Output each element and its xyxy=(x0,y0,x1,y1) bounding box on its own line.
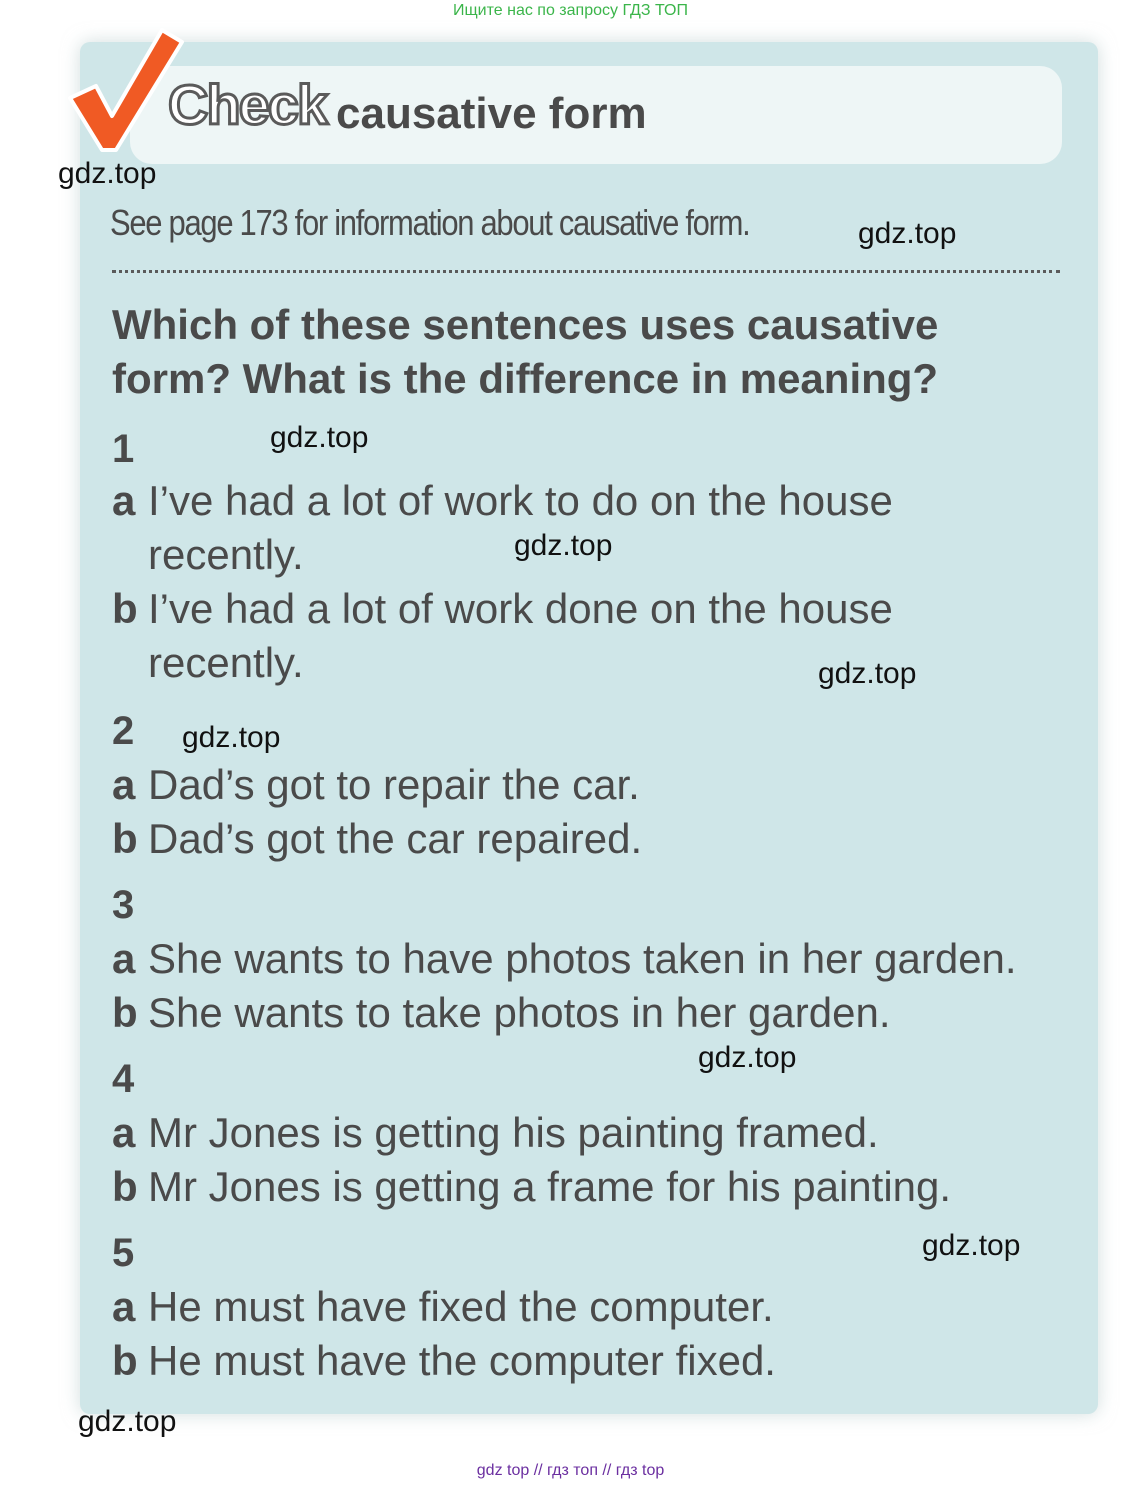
sentence-text: He must have fixed the computer. xyxy=(148,1283,774,1330)
exercise-1b xyxy=(112,582,1072,690)
exercise-5a xyxy=(112,1280,1072,1334)
sentence-text: Mr Jones is getting a frame for his painting. xyxy=(148,1163,952,1210)
exercise-number: 5 xyxy=(112,1231,135,1275)
subtitle-reference: See page 173 for information about causative form. xyxy=(110,202,750,243)
sentence-text: She wants to have photos taken in her garden. xyxy=(148,935,1017,982)
top-banner[interactable]: Ищите нас по запросу ГДЗ ТОП xyxy=(453,2,688,19)
sentence-text: She wants to take photos in her garden. xyxy=(148,989,891,1036)
exercise-5b xyxy=(112,1334,1072,1388)
sentence-continuation: recently. xyxy=(148,531,304,578)
bottom-banner[interactable]: gdz top // гдз топ // гдз top xyxy=(476,1462,665,1479)
option-letter: b xyxy=(112,989,138,1036)
question-text xyxy=(112,298,1052,406)
option-letter: a xyxy=(112,1283,136,1330)
exercise-4b xyxy=(112,1160,1072,1214)
sentence-continuation: recently. xyxy=(148,639,304,686)
watermark: gdz.top xyxy=(818,657,917,690)
watermark: gdz.top xyxy=(698,1041,797,1074)
exercise-3a xyxy=(112,932,1072,986)
section-title: causative form xyxy=(336,89,647,138)
watermark: gdz.top xyxy=(182,721,281,754)
option-letter: a xyxy=(112,1109,136,1156)
exercise-number: 1 xyxy=(112,427,135,471)
exercise-number: 3 xyxy=(112,883,135,927)
question-line-1: Which of these sentences uses causative xyxy=(112,301,939,348)
sentence-text: He must have the computer fixed. xyxy=(148,1337,776,1384)
exercise-3b xyxy=(112,986,1072,1040)
option-letter: b xyxy=(112,1163,138,1210)
dotted-divider xyxy=(112,270,1060,273)
option-letter: b xyxy=(112,585,138,632)
sentence-text: I’ve had a lot of work done on the house xyxy=(148,585,893,632)
option-letter: b xyxy=(112,1337,138,1384)
exercise-number: 2 xyxy=(112,709,135,753)
watermark: gdz.top xyxy=(922,1229,1021,1262)
check-word: Check xyxy=(168,73,327,136)
exercise-4a xyxy=(112,1106,1072,1160)
sentence-text: Dad’s got to repair the car. xyxy=(148,761,640,808)
watermark: gdz.top xyxy=(58,157,157,190)
option-letter: b xyxy=(112,815,138,862)
sentence-text: Mr Jones is getting his painting framed. xyxy=(148,1109,879,1156)
option-letter: a xyxy=(112,761,136,808)
question-line-2: form? What is the difference in meaning? xyxy=(112,355,939,402)
option-letter: a xyxy=(112,477,136,524)
watermark: gdz.top xyxy=(78,1405,177,1438)
exercise-2a xyxy=(112,758,1072,812)
watermark: gdz.top xyxy=(514,529,613,562)
sentence-text: Dad’s got the car repaired. xyxy=(148,815,643,862)
watermark: gdz.top xyxy=(270,421,369,454)
exercise-2b xyxy=(112,812,1072,866)
watermark: gdz.top xyxy=(858,217,957,250)
option-letter: a xyxy=(112,935,136,982)
exercise-number: 4 xyxy=(112,1057,135,1101)
sentence-text: I’ve had a lot of work to do on the house xyxy=(148,477,893,524)
